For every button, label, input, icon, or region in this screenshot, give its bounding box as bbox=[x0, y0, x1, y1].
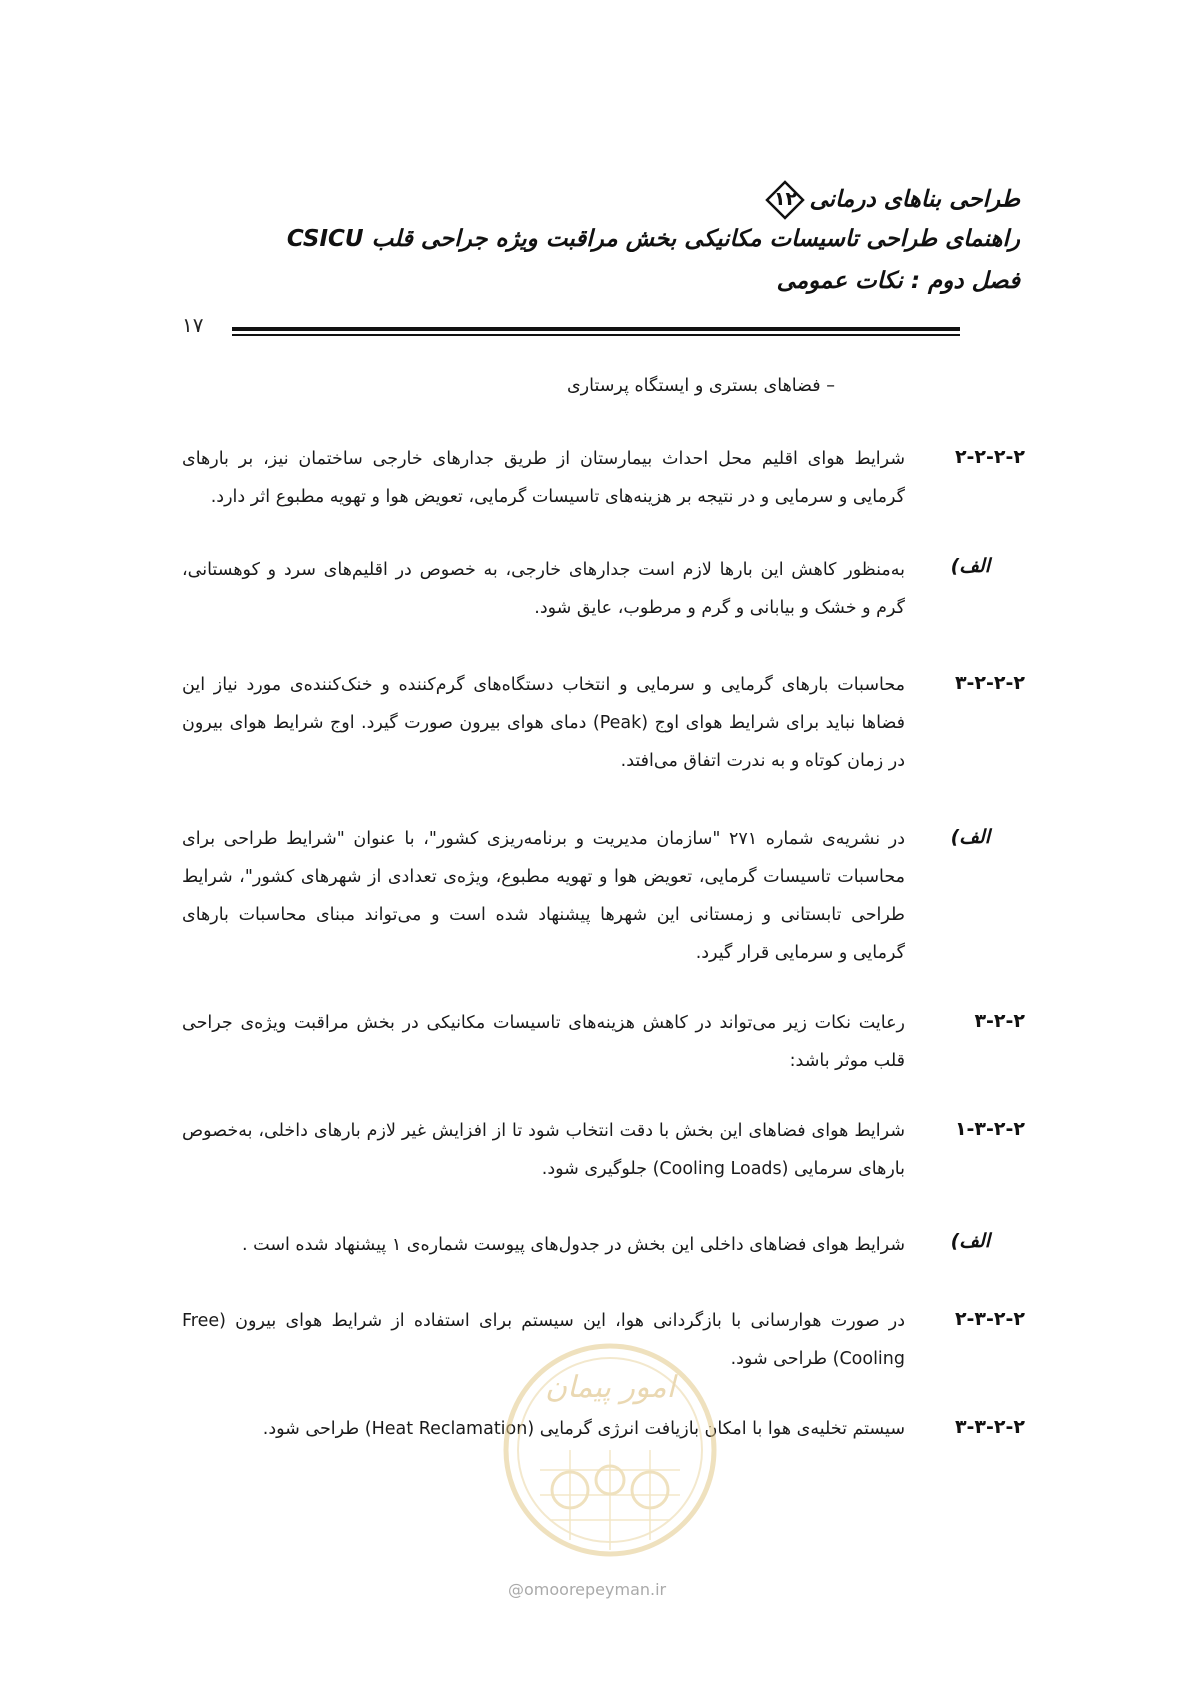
section-text: در صورت هوارسانی با بازگردانی هوا، این سیستم برای استفاده از شرایط هوای بیرون (Free Cooling) طراحی شود. bbox=[182, 1311, 905, 1369]
chapter-badge bbox=[765, 180, 805, 220]
sub-item-text: در نشریه‌ی شماره ۲۷۱ "سازمان مدیریت و برنامه‌ریزی کشور"، با عنوان "شرایط طراحی برای محاسبات تاسیسات گرمایی، تعویض هوا و تهویه مطبوع، ویژه‌ی تعدادی از شهرهای کشور"، شرایط طراحی تابستانی و زمستانی این شهرها پیشنهاد شده است و می‌تواند مبنای محاسبات بارهای گرمایی و سرمایی قرار گیرد. bbox=[182, 829, 905, 963]
section-number: ۱-۳-۲-۲ bbox=[954, 1118, 1025, 1140]
header-rule-thick bbox=[232, 327, 960, 331]
chapter-badge-number: ۱۲ bbox=[773, 188, 798, 210]
section-text: سیستم تخلیه‌ی هوا با امکان بازیافت انرژی گرمایی (Heat Reclamation) طراحی شود. bbox=[262, 1419, 905, 1439]
bullet-item: – فضاهای بستری و ایستگاه پرستاری bbox=[566, 376, 835, 396]
header-rule-thin bbox=[232, 334, 960, 336]
section-number: ۳-۳-۲-۲ bbox=[954, 1416, 1025, 1438]
section-number: ۳-۲-۲ bbox=[974, 1010, 1025, 1032]
sub-item-text: شرایط هوای فضاهای داخلی این بخش در جدول‌های پیوست شماره‌ی ۱ پیشنهاد شده است . bbox=[242, 1235, 905, 1255]
series-title-text: طراحی بناهای درمانی bbox=[809, 186, 1020, 213]
chapter-title: فصل دوم : نکات عمومی bbox=[776, 268, 1020, 294]
sub-item-label: الف) bbox=[950, 555, 990, 577]
section-text: رعایت نکات زیر می‌تواند در کاهش هزینه‌های تاسیسات مکانیکی در بخش مراقبت ویژه‌ی جراحی قلب موثر باشد: bbox=[182, 1013, 905, 1071]
section-text: محاسبات بارهای گرمایی و سرمایی و انتخاب دستگاه‌های گرم‌کننده و خنک‌کننده‌ی مورد نیاز این فضاها نباید برای شرایط هوای اوج (Peak) دمای هوای بیرون صورت گیرد. اوج شرایط هوای بیرون در زمان کوتاه و به ندرت اتفاق می‌افتد. bbox=[182, 675, 905, 771]
page-number: ۱۷ bbox=[182, 313, 204, 337]
section-text: شرایط هوای فضاهای این بخش با دقت انتخاب شود تا از افزایش غیر لازم بارهای داخلی، به‌خصوص بارهای سرمایی (Cooling Loads) جلوگیری شود. bbox=[182, 1121, 905, 1179]
series-title bbox=[765, 180, 1020, 220]
sub-item-label: الف) bbox=[950, 826, 990, 848]
sub-item-label: الف) bbox=[950, 1230, 990, 1252]
document-title: راهنمای طراحی تاسیسات مکانیکی بخش مراقبت ویژه جراحی قلب CSICU bbox=[286, 226, 1020, 252]
sub-item-text: به‌منظور کاهش این بارها لازم است جدارهای خارجی، به خصوص در اقلیم‌های سرد و کوهستانی، گرم و خشک و بیابانی و گرم و مرطوب، عایق شود. bbox=[182, 560, 905, 618]
watermark-logo-text: امور پیمان bbox=[545, 1370, 675, 1405]
section-number: ۲-۲-۲-۲ bbox=[954, 446, 1025, 468]
section-number: ۳-۲-۲-۲ bbox=[954, 672, 1025, 694]
section-text: شرایط هوای اقلیم محل احداث بیمارستان از طریق جدارهای خارجی ساختمان نیز، بر بارهای گرمایی و سرمایی و در نتیجه بر هزینه‌های تاسیسات گرمایی، تعویض هوا و تهویه مطبوع اثر دارد. bbox=[182, 449, 905, 507]
watermark-logo bbox=[500, 1340, 720, 1560]
section-number: ۲-۳-۲-۲ bbox=[954, 1308, 1025, 1330]
watermark-site: @omoorepeyman.ir bbox=[508, 1580, 667, 1599]
